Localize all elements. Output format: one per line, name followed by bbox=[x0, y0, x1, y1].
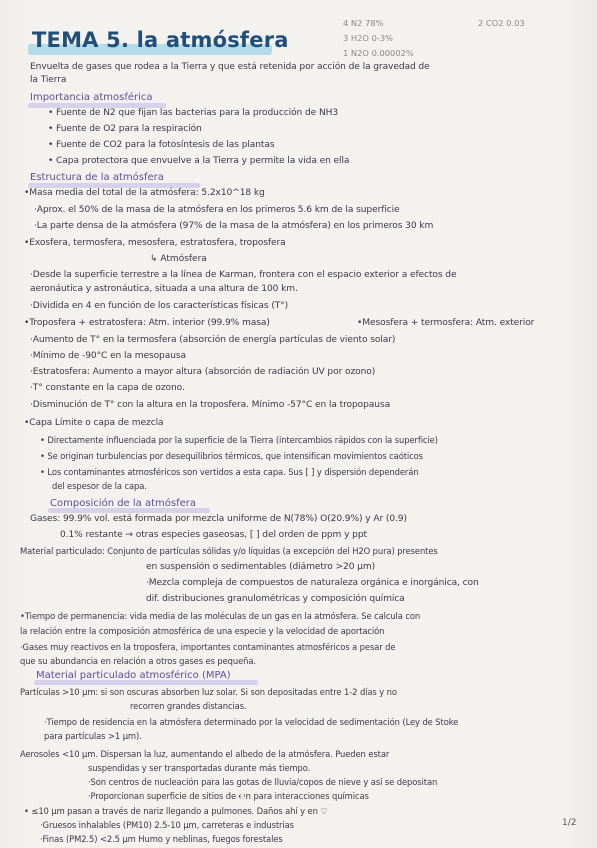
text-line: ·T° constante en la capa de ozono. bbox=[30, 383, 185, 393]
note-h2o: 3 H2O 0-3% bbox=[343, 33, 394, 43]
text-line: en suspensión o sedimentables (diámetro >20 μm) bbox=[146, 562, 376, 572]
text-line: •Tiempo de permanencia: vida media de las moléculas de un gas en la atmósfera. Se calcula con bbox=[20, 611, 421, 621]
section-mpa: Material particulado atmosférico (MPA) bbox=[36, 670, 231, 681]
text-line: ·Proporcionan superficie de sitios de ℮n para interacciones químicas bbox=[88, 791, 369, 801]
list-item: • Fuente de O2 para la respiración bbox=[48, 124, 202, 134]
note-co2: 2 CO2 0.03 bbox=[478, 18, 525, 28]
text-line: ·Disminución de T° con la altura en la troposfera. Mínimo -57°C en la tropopausa bbox=[30, 400, 391, 410]
section-estructura: Estructura de la atmósfera bbox=[30, 172, 164, 183]
text-line: ·Gases muy reactivos en la troposfera, importantes contaminantes atmosféricos a pesar de bbox=[20, 642, 396, 652]
text-line: ·Tiempo de residencia en la atmósfera determinado por la velocidad de sedimentación (Ley de Stoke bbox=[44, 717, 459, 727]
text-line: Material particulado: Conjunto de partículas sólidas y/o líquidas (a excepción del H2O pura) presentes bbox=[20, 546, 438, 556]
text-line: que su abundancia en relación a otros gases es pequeña. bbox=[20, 656, 256, 666]
text-line: •Troposfera + estratosfera: Atm. interior (99.9% masa) bbox=[24, 318, 270, 328]
text-line: ·Gruesos inhalables (PM10) 2.5-10 μm, carreteras e industrias bbox=[40, 820, 294, 830]
text-line: ·Estratosfera: Aumento a mayor altura (absorción de radiación UV por ozono) bbox=[30, 367, 376, 377]
list-item: • Se originan turbulencias por desequilibrios térmicos, que intensifican movimientos caóticos bbox=[40, 451, 423, 461]
text-line: para partículas >1 μm). bbox=[44, 731, 142, 741]
text-line: •Exosfera, termosfera, mesosfera, estratosfera, troposfera bbox=[24, 238, 286, 248]
text-line: suspendidas y ser transportadas durante más tiempo. bbox=[88, 763, 311, 773]
text-line: •Masa media del total de la atmósfera: 5.2x10^18 kg bbox=[24, 188, 265, 198]
intro-line-2: la Tierra bbox=[30, 75, 67, 85]
text-line: Partículas >10 μm: si son oscuras absorben luz solar. Si son depositadas entre 1-2 días y no bbox=[20, 687, 397, 697]
page-number: 1/2 bbox=[562, 818, 577, 828]
text-line: ·Mínimo de -90°C en la mesopausa bbox=[30, 351, 186, 361]
text-line: recorren grandes distancias. bbox=[130, 701, 247, 711]
text-line: Gases: 99.9% vol. está formada por mezcla uniforme de N(78%) O(20.9%) y Ar (0.9) bbox=[30, 514, 407, 524]
note-n2: 4 N2 78% bbox=[343, 18, 384, 28]
list-item: • Fuente de N2 que fijan las bacterias para la producción de NH3 bbox=[48, 108, 339, 118]
note-n2o: 1 N2O 0.00002% bbox=[343, 48, 414, 58]
atmosfera-arrow-label: ↳ Atmósfera bbox=[150, 254, 207, 264]
text-line: ·Aumento de T° en la termosfera (absorción de energía partículas de viento solar) bbox=[30, 335, 396, 345]
text-line: ·Aprox. el 50% de la masa de la atmósfera en los primeros 5.6 km de la superficie bbox=[34, 205, 400, 215]
section-composicion: Composición de la atmósfera bbox=[50, 498, 197, 509]
section-importancia: Importancia atmosférica bbox=[30, 92, 153, 103]
page-title: TEMA 5. la atmósfera bbox=[32, 28, 289, 52]
text-line: dif. distribuciones granulométricas y composición química bbox=[146, 594, 405, 604]
text-line: ·Son centros de nucleación para las gotas de lluvia/copos de nieve y así se depositan bbox=[88, 777, 438, 787]
list-item: • Directamente influenciada por la superficie de la Tierra (intercambios rápidos con la superficie) bbox=[40, 435, 438, 445]
list-item: • Los contaminantes atmosféricos son vertidos a esta capa. Sus [ ] y dispersión dependerán bbox=[40, 467, 419, 477]
text-line: 0.1% restante → otras especies gaseosas, [ ] del orden de ppm y ppt bbox=[60, 530, 367, 540]
text-line: •Capa Límite o capa de mezcla bbox=[24, 418, 164, 428]
text-line: ·Dividida en 4 en función de los características físicas (T°) bbox=[30, 301, 289, 311]
text-line: aeronáutica y astronáutica, situada a una altura de 100 km. bbox=[30, 284, 298, 294]
text-line: la relación entre la composición atmosférica de una especie y la velocidad de aportación bbox=[20, 626, 385, 636]
text-line: • ≤10 μm pasan a través de nariz llegando a pulmones. Daños ahí y en ♡ bbox=[24, 806, 328, 816]
list-item: • Fuente de CO2 para la fotosíntesis de las plantas bbox=[48, 140, 275, 150]
text-line: •Mesosfera + termosfera: Atm. exterior bbox=[357, 318, 535, 328]
intro-line-1: Envuelta de gases que rodea a la Tierra y que está retenida por acción de la gravedad de bbox=[30, 62, 430, 72]
list-item: • Capa protectora que envuelve a la Tierra y permite la vida en ella bbox=[48, 156, 350, 166]
text-line: ·Finas (PM2.5) <2.5 μm Humo y neblinas, fuegos forestales bbox=[40, 834, 283, 844]
list-item: del espesor de la capa. bbox=[52, 481, 147, 491]
text-line: ·Mezcla compleja de compuestos de naturaleza orgánica e inorgánica, con bbox=[146, 578, 479, 588]
text-line: Aerosoles <10 μm. Dispersan la luz, aumentando el albedo de la atmósfera. Pueden estar bbox=[20, 749, 390, 759]
text-line: ·La parte densa de la atmósfera (97% de la masa de la atmósfera) en los primeros 30 km bbox=[34, 221, 434, 231]
text-line: ·Desde la superficie terrestre a la línea de Karman, frontera con el espacio exterior a efectos de bbox=[30, 270, 457, 280]
